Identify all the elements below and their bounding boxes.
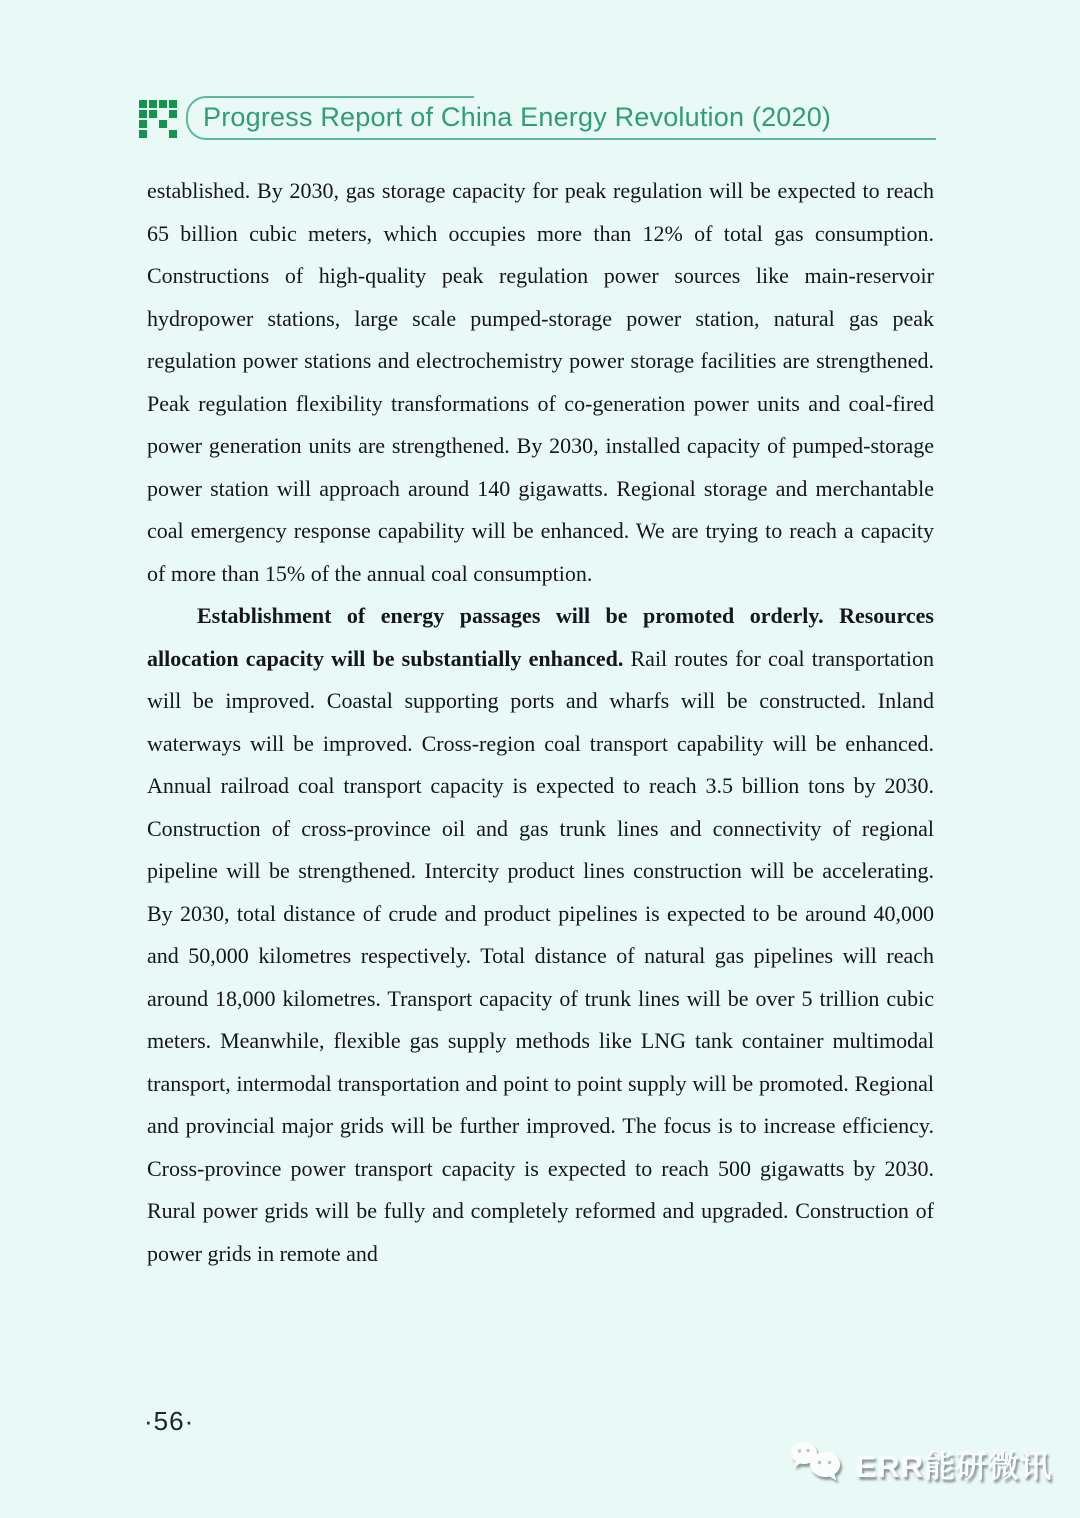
logo-pixel bbox=[139, 130, 147, 138]
logo-pixel bbox=[139, 120, 147, 128]
logo-pixel bbox=[169, 100, 177, 108]
logo-pixel bbox=[139, 100, 147, 108]
logo-pixel bbox=[139, 110, 147, 118]
logo-pixel bbox=[149, 130, 157, 138]
logo-pixel bbox=[149, 120, 157, 128]
logo-pixel bbox=[169, 120, 177, 128]
header-rule bbox=[474, 138, 936, 140]
logo-pixel bbox=[149, 110, 157, 118]
logo-pixel bbox=[159, 130, 167, 138]
watermark bbox=[788, 1440, 1052, 1486]
title-badge bbox=[186, 96, 982, 140]
paragraph-lead-bold: Establishment of energy passages will be promoted orderly. Resources allocation capacity will be substantially enhanced. bbox=[147, 603, 934, 671]
wechat-icon bbox=[788, 1440, 846, 1486]
logo-pixel bbox=[169, 110, 177, 118]
logo-pixel bbox=[169, 130, 177, 138]
logo-pixel bbox=[149, 100, 157, 108]
paragraph-continued bbox=[147, 170, 934, 595]
paragraph-continued-text: established. By 2030, gas storage capacity for peak regulation will be expected to reach 65 billion cubic meters, which occupies more than 12% of total gas consumption. Constructions of high-quality peak regulation power sources like main-reservoir hydropower stations, large scale pumped-storage power station, natural gas peak regulation power stations and electrochemistry power storage facilities are strengthened. Peak regulation flexibility transformations of co-generation power units and coal-fired power generation units are strengthened. By 2030, installed capacity of pumped-storage power station will approach around 140 gigawatts. Regional storage and merchantable coal emergency response capability will be enhanced. We are trying to reach a capacity of more than 15% of the annual coal consumption. bbox=[147, 178, 934, 586]
logo-pixel bbox=[159, 100, 167, 108]
report-title: Progress Report of China Energy Revolution (2020) bbox=[203, 102, 832, 132]
logo-pixel bbox=[159, 120, 167, 128]
report-logo-icon bbox=[139, 100, 177, 138]
page-header bbox=[139, 96, 982, 140]
watermark-text: ERR能研微讯 bbox=[855, 1448, 1052, 1484]
paragraph-body-text: Rail routes for coal transportation will be improved. Coastal supporting ports and wharfs will be constructed. Inland waterways will be improved. Cross-region coal transport capability will be enhanced. Annual railroad coal transport capacity is expected to reach 3.5 billion tons by 2030. Construction of cross-province oil and gas trunk lines and connectivity of regional pipeline will be strengthened. Intercity product lines construction will be accelerating. By 2030, total distance of crude and product pipelines is expected to be around 40,000 and 50,000 kilometres respectively. Total distance of natural gas pipelines will reach around 18,000 kilometres. Transport capacity of trunk lines will be over 5 trillion cubic meters. Meanwhile, flexible gas supply methods like LNG tank container multimodal transport, intermodal transportation and point to point supply will be promoted. Regional and provincial major grids will be further improved. The focus is to increase efficiency. Cross-province power transport capacity is expected to reach 500 gigawatts by 2030. Rural power grids will be fully and completely reformed and upgraded. Construction of power grids in remote and bbox=[147, 645, 934, 1266]
page-number: ·56· bbox=[144, 1406, 195, 1436]
logo-pixel bbox=[159, 110, 167, 118]
page-body bbox=[147, 170, 934, 1275]
paragraph-energy-passages bbox=[147, 595, 934, 1275]
